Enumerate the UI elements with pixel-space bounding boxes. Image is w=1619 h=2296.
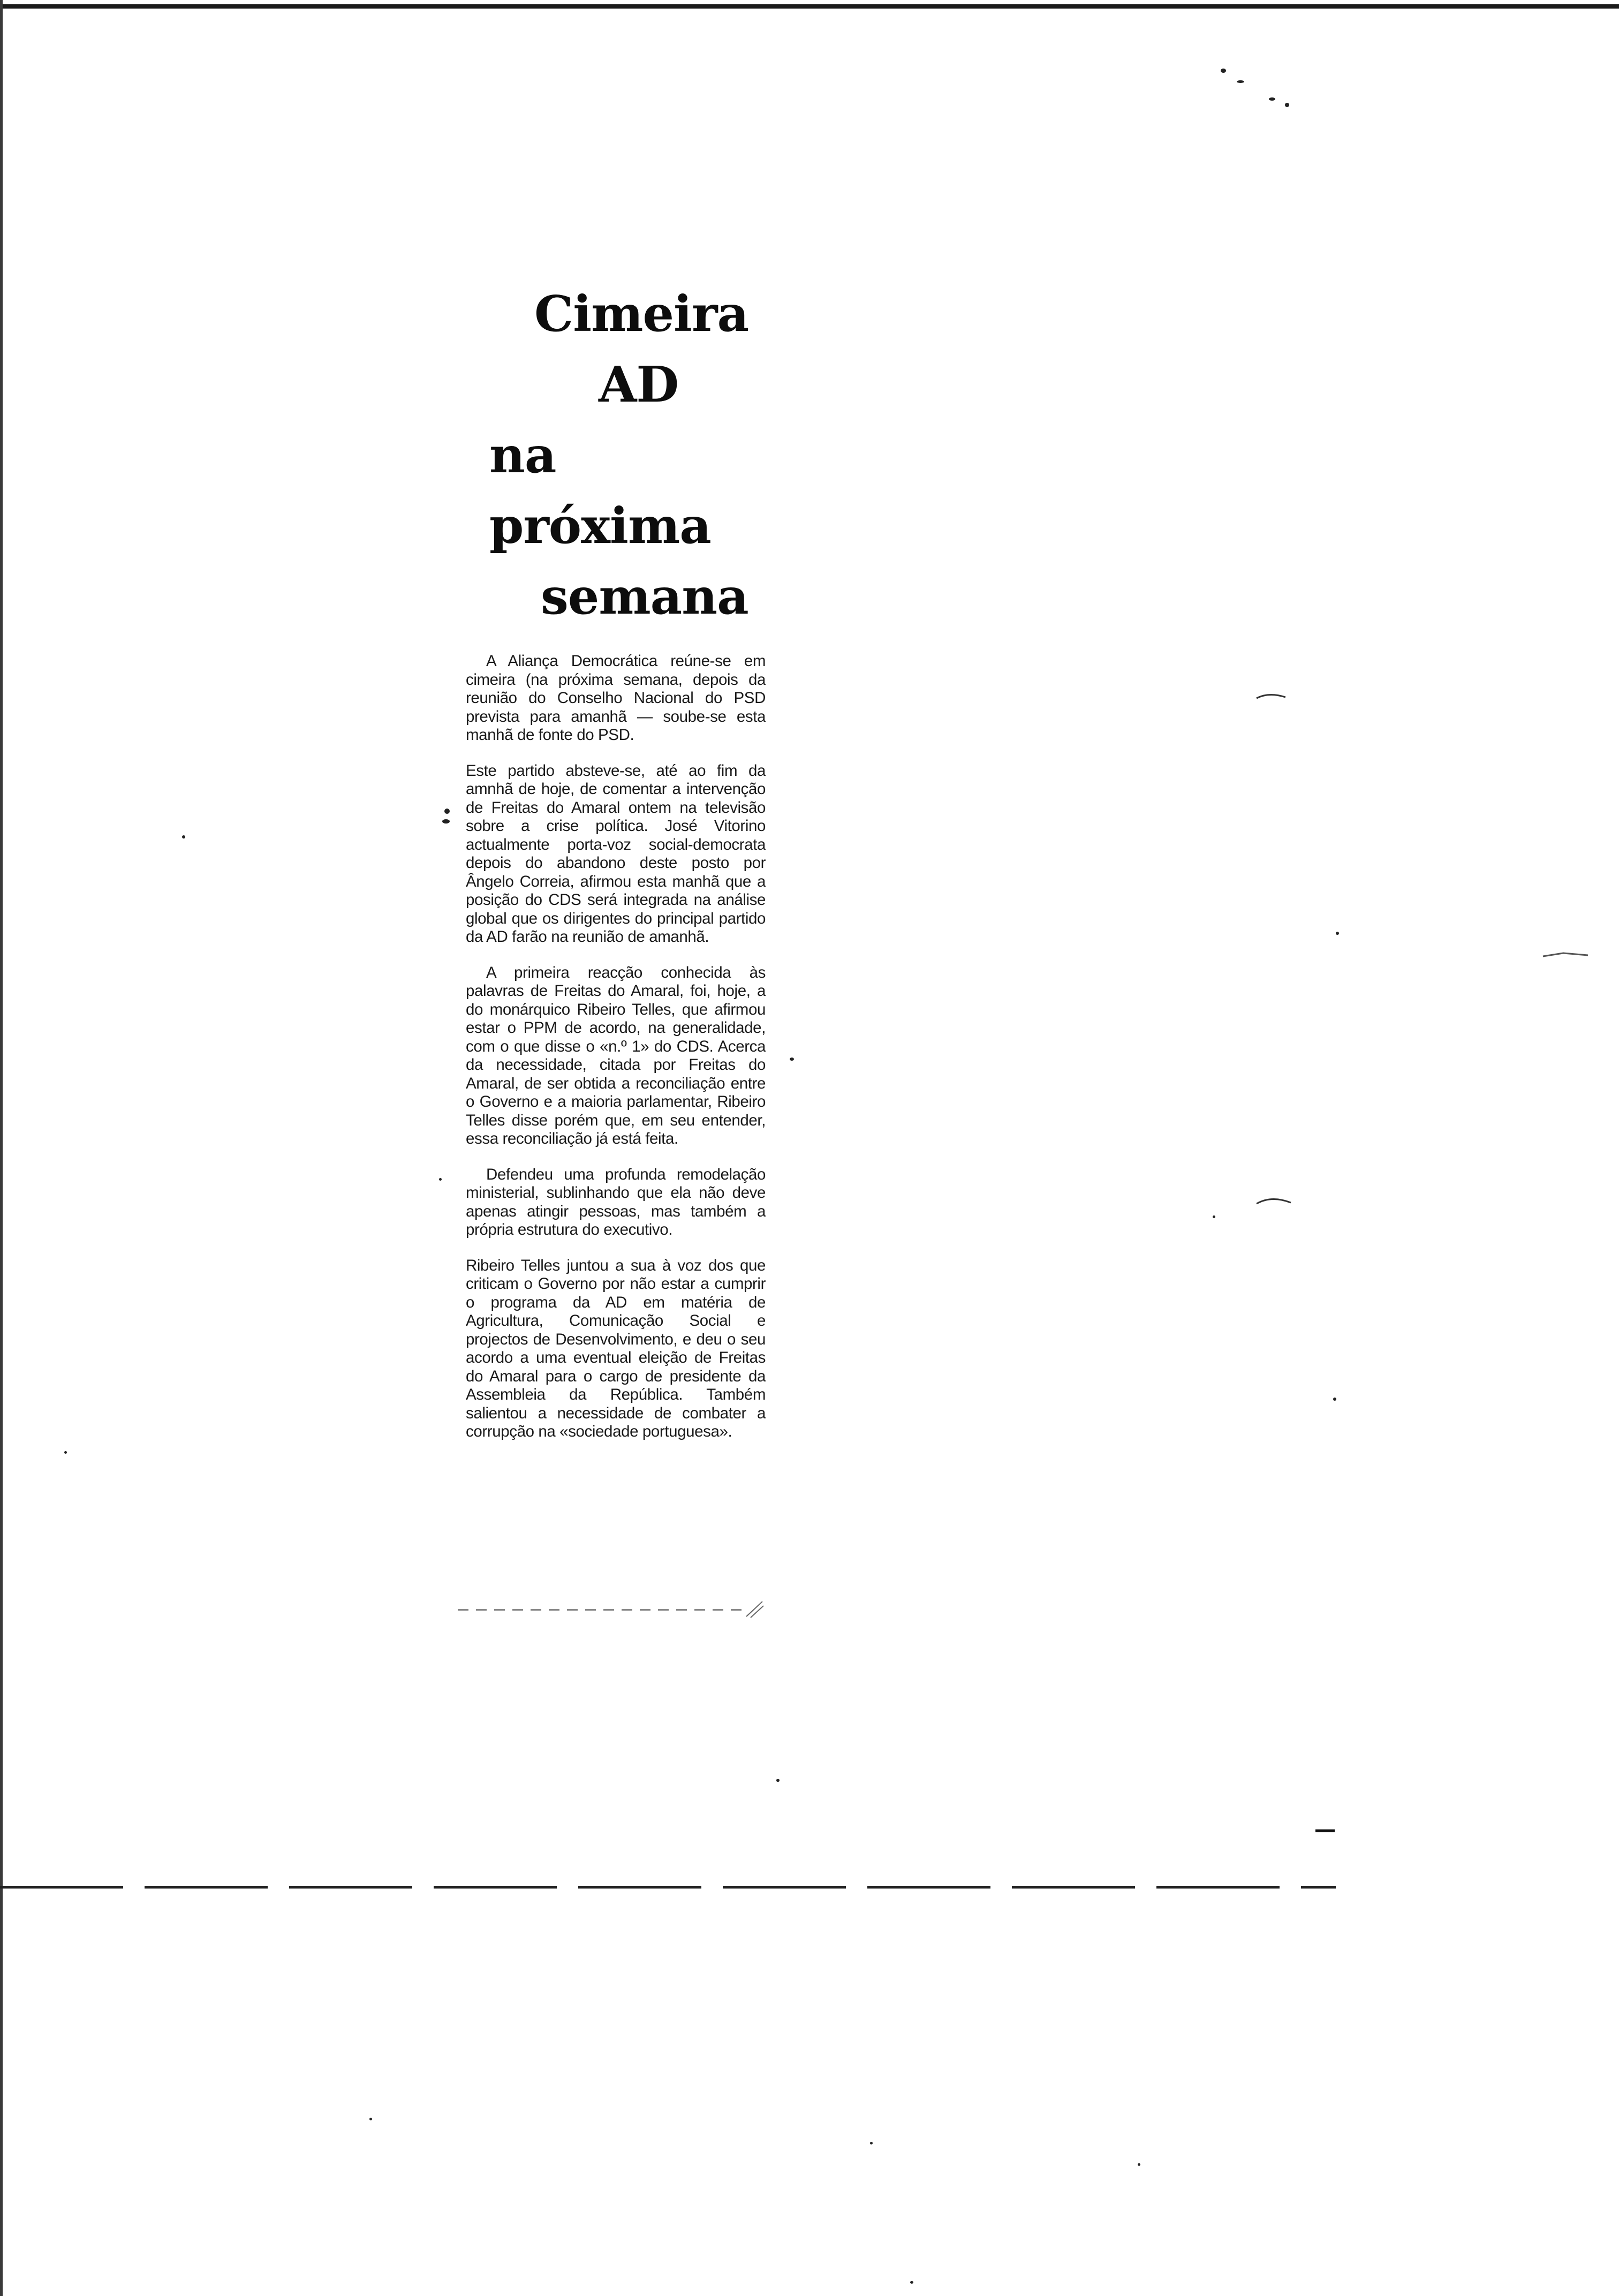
scan-mark	[744, 1598, 766, 1620]
article-paragraph-3: A primeira reacção conhecida às palavras de Freitas do Amaral, foi, hoje, a do monárquico Ribeiro Telles, que afirmou estar o PPM de acordo, na generalidade, com o que disse o «n.º 1» do CDS. Acerca da necessidade, citada por Freitas do Amaral, de ser obtida a reconciliação entre o Governo e a maioria parlamentar, Ribeiro Telles disse porém que, em seu entender, essa reconciliação já está feita.	[466, 963, 766, 1147]
scan-speck	[1336, 932, 1339, 935]
scan-speck	[1138, 2163, 1140, 2166]
scan-speck	[1269, 97, 1275, 101]
article-paragraph-2: Este partido absteve-se, até ao fim da amnhã de hoje, de comentar a intervenção de Freitas do Amaral ontem na televisão sobre a crise política. José Vitorino actualmente porta-voz social-democrata depois do abandono deste posto por Ângelo Correia, afirmou esta manhã que a posição do CDS será integrada na análise global que os dirigentes do principal partido da AD farão na reunião de amanhã.	[466, 761, 766, 946]
scan-speck	[64, 1451, 67, 1454]
headline-line-2: AD	[599, 356, 679, 413]
scan-speck	[369, 2118, 372, 2120]
headline-line-3: na próxima	[489, 426, 711, 555]
scan-mark	[1255, 691, 1288, 701]
scan-speck	[182, 835, 185, 839]
article-body	[466, 652, 766, 1441]
headline-line-4: semana	[541, 568, 748, 625]
scan-left-edge	[0, 0, 3, 2296]
page-fold-line	[0, 1886, 1336, 1889]
article-paragraph-5: Ribeiro Telles juntou a sua à voz dos que criticam o Governo por não estar a cumprir o programa da AD em matéria de Agricultura, Comunicação Social e projectos de Desenvolvimento, e deu o seu acordo a uma eventual eleição de Freitas do Amaral para o cargo de presidente da Assembleia da República. Também salientou a necessidade de combater a corrupção na «sociedade portuguesa».	[466, 1256, 766, 1440]
scan-speck	[1333, 1398, 1336, 1401]
article-paragraph-1: A Aliança Democrática reúne-se em cimeira (na próxima semana, depois da reunião do Conselho Nacional do PSD prevista para amanhã — soube-se esta manhã de fonte do PSD.	[466, 652, 766, 744]
article-cut-line	[458, 1609, 742, 1611]
scan-mark	[1255, 1194, 1293, 1207]
newspaper-article	[466, 278, 766, 1459]
scan-mark	[1314, 1827, 1336, 1834]
scan-speck	[790, 1058, 794, 1061]
scan-speck	[444, 809, 450, 814]
scan-mark	[1542, 948, 1590, 961]
scan-speck	[1213, 1215, 1215, 1218]
article-headline	[466, 278, 766, 632]
headline-line-1: Cimeira	[534, 285, 749, 343]
scan-speck	[439, 1178, 442, 1181]
page-top-border	[0, 4, 1619, 9]
scan-speck	[442, 819, 450, 824]
scan-speck	[776, 1779, 780, 1782]
scan-speck	[870, 2142, 873, 2144]
scan-speck	[1285, 103, 1289, 107]
article-paragraph-4: Defendeu uma profunda remodelação ministerial, sublinhando que ela não deve apenas atingir pessoas, mas também a própria estrutura do executivo.	[466, 1165, 766, 1238]
scan-speck	[1221, 69, 1226, 73]
scan-speck	[910, 2281, 913, 2284]
scan-speck	[1237, 80, 1244, 83]
